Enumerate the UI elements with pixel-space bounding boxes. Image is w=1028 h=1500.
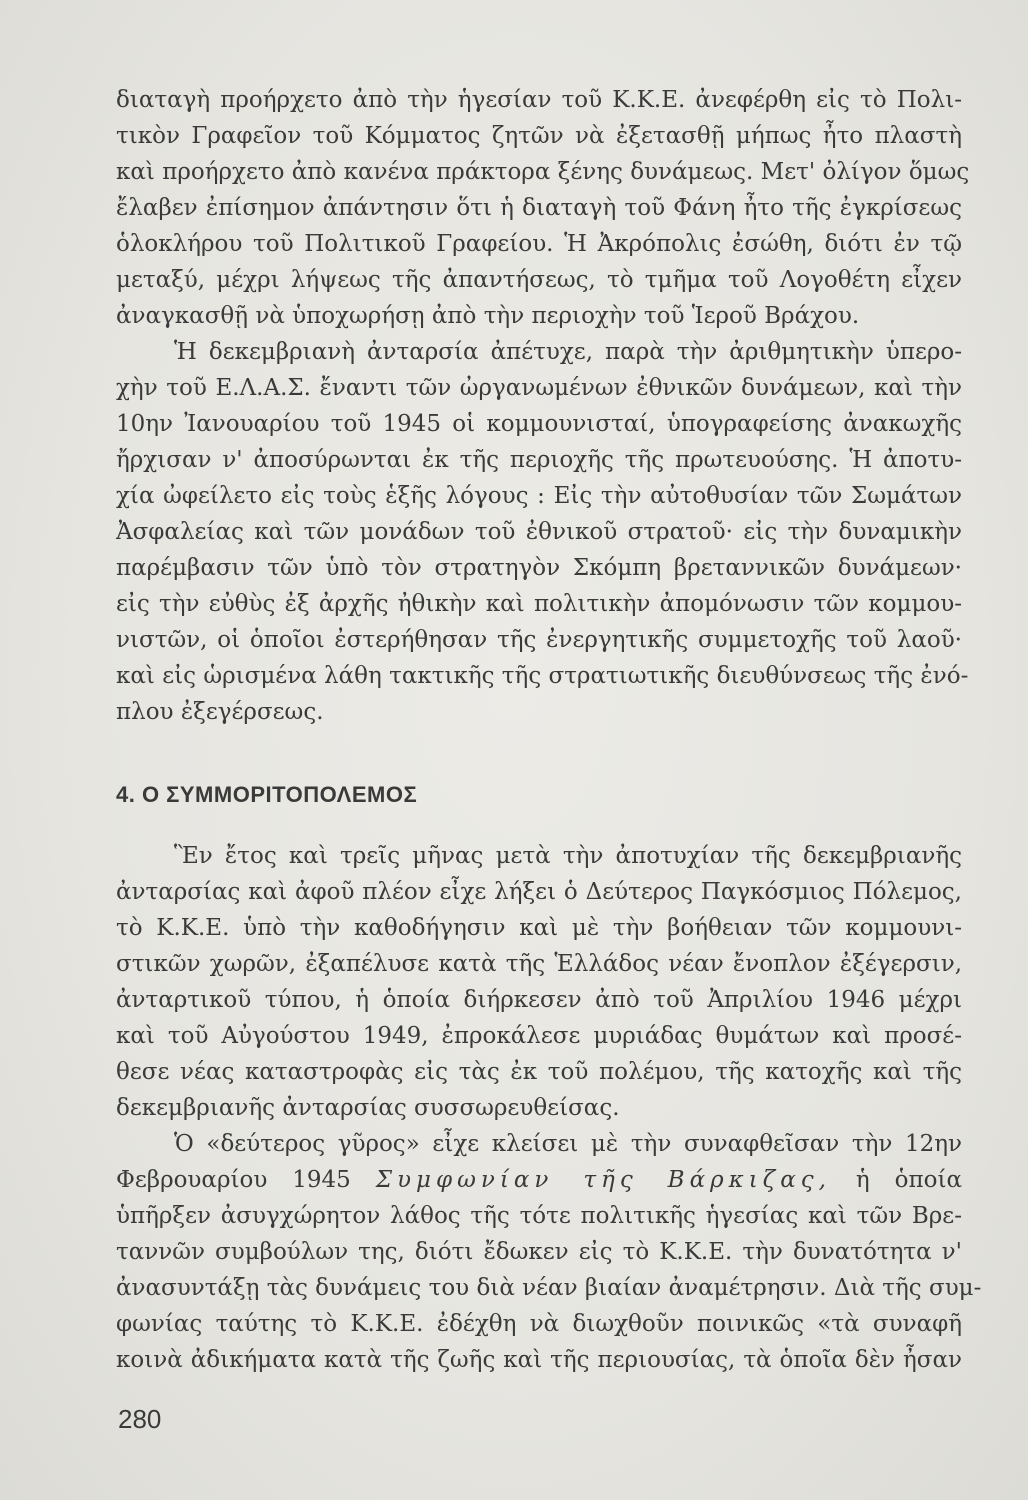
- text-line: μεταξύ, μέχρι λήψεως τῆς ἀπαντήσεως, τὸ τμῆμα τοῦ Λογοθέτη εἶχεν: [116, 267, 962, 293]
- text-line: ἀνταρσίας καὶ ἀφοῦ πλέον εἶχε λήξει ὁ Δεύτερος Παγκόσμιος Πόλεμος,: [116, 879, 962, 905]
- text-segment: ἡ ὁποία: [830, 1167, 962, 1193]
- text-line: ἀναγκασθῇ νὰ ὑποχωρήσῃ ἀπὸ τὴν περιοχὴν τοῦ Ἱεροῦ Βράχου.: [116, 303, 860, 329]
- text-line: Ἡ δεκεμβριανὴ ἀνταρσία ἀπέτυχε, παρὰ τὴν ἀριθμητικὴν ὑπερο-: [174, 339, 962, 365]
- text-line: κοινὰ ἀδικήματα κατὰ τῆς ζωῆς καὶ τῆς περιουσίας, τὰ ὁποῖα δὲν ἦσαν: [116, 1347, 962, 1373]
- text-line: ὁλοκλήρου τοῦ Πολιτικοῦ Γραφείου. Ἡ Ἀκρόπολις ἐσώθη, διότι ἐν τῷ: [116, 231, 962, 257]
- text-line: 10ην Ἰανουαρίου τοῦ 1945 οἱ κομμουνισταί, ὑπογραφείσης ἀνακωχῆς: [116, 411, 962, 437]
- text-line: παρέμβασιν τῶν ὑπὸ τὸν στρατηγὸν Σκόμπη βρεταννικῶν δυνάμεων·: [116, 555, 962, 581]
- text-line: Ἓν ἔτος καὶ τρεῖς μῆνας μετὰ τὴν ἀποτυχίαν τῆς δεκεμβριανῆς: [174, 843, 962, 869]
- text-line: θεσε νέας καταστροφὰς εἰς τὰς ἐκ τοῦ πολέμου, τῆς κατοχῆς καὶ τῆς: [116, 1059, 962, 1085]
- text-line: ἤρχισαν ν' ἀποσύρωνται ἐκ τῆς περιοχῆς τῆς πρωτευούσης. Ἡ ἀποτυ-: [116, 447, 962, 473]
- text-line-spaced: [116, 1162, 962, 1198]
- text-line: ὑπῆρξεν ἀσυγχώρητον λάθος τῆς τότε πολιτικῆς ἡγεσίας καὶ τῶν Βρε-: [116, 1203, 962, 1229]
- text-line: τὸ Κ.Κ.Ε. ὑπὸ τὴν καθοδήγησιν καὶ μὲ τὴν βοήθειαν τῶν κομμουνι-: [116, 915, 962, 941]
- text-line: καὶ προήρχετο ἀπὸ κανένα πράκτορα ξένης δυνάμεως. Μετ' ὀλίγον ὅμως: [116, 159, 970, 185]
- text-line: δεκεμβριανῆς ἀνταρσίας συσσωρευθείσας.: [116, 1095, 620, 1121]
- text-line: ταννῶν συμβούλων της, διότι ἔδωκεν εἰς τὸ Κ.Κ.Ε. τὴν δυνατότητα ν': [116, 1239, 962, 1265]
- text-line: Ὁ «δεύτερος γῦρος» εἶχε κλείσει μὲ τὴν συναφθεῖσαν τὴν 12ην: [174, 1131, 962, 1157]
- text-line: ἔλαβεν ἐπίσημον ἀπάντησιν ὅτι ἡ διαταγὴ τοῦ Φάνη ἦτο τῆς ἐγκρίσεως: [116, 195, 962, 221]
- text-line: χία ὠφείλετο εἰς τοὺς ἑξῆς λόγους : Εἰς τὴν αὐτοθυσίαν τῶν Σωμάτων: [116, 483, 962, 509]
- text-line: καὶ εἰς ὡρισμένα λάθη τακτικῆς τῆς στρατιωτικῆς διευθύνσεως τῆς ἐνό-: [116, 663, 969, 689]
- spaced-emphasis: Συμφωνίαν τῆς Βάρκιζας,: [375, 1167, 831, 1193]
- text-line: φωνίας ταύτης τὸ Κ.Κ.Ε. ἐδέχθη νὰ διωχθοῦν ποινικῶς «τὰ συναφῆ: [116, 1311, 962, 1337]
- text-line: εἰς τὴν εὐθὺς ἐξ ἀρχῆς ἠθικὴν καὶ πολιτικὴν ἀπομόνωσιν τῶν κομμου-: [116, 591, 962, 617]
- text-line: τικὸν Γραφεῖον τοῦ Κόμματος ζητῶν νὰ ἐξετασθῇ μήπως ἦτο πλαστὴ: [116, 123, 962, 149]
- text-line: καὶ τοῦ Αὐγούστου 1949, ἐπροκάλεσε μυριάδας θυμάτων καὶ προσέ-: [116, 1023, 962, 1049]
- text-line: χὴν τοῦ Ε.Λ.Α.Σ. ἔναντι τῶν ὠργανωμένων ἐθνικῶν δυνάμεων, καὶ τὴν: [116, 375, 962, 401]
- text-line: στικῶν χωρῶν, ἐξαπέλυσε κατὰ τῆς Ἑλλάδος νέαν ἔνοπλον ἐξέγερσιν,: [116, 951, 962, 977]
- text-segment: Φεβρουαρίου 1945: [116, 1167, 376, 1193]
- text-line: ἀνταρτικοῦ τύπου, ἡ ὁποία διήρκεσεν ἀπὸ τοῦ Ἀπριλίου 1946 μέχρι: [116, 987, 962, 1013]
- section-heading: 4. Ο ΣΥΜΜΟΡΙΤΟΠΟΛΕΜΟΣ: [116, 782, 418, 807]
- text-line: διαταγὴ προήρχετο ἀπὸ τὴν ἡγεσίαν τοῦ Κ.Κ.Ε. ἀνεφέρθη εἰς τὸ Πολι-: [116, 87, 962, 113]
- page-number: 280: [118, 1404, 162, 1434]
- text-line: ἀνασυντάξῃ τὰς δυνάμεις του διὰ νέαν βιαίαν ἀναμέτρησιν. Διὰ τῆς συμ-: [116, 1275, 982, 1301]
- text-line: νιστῶν, οἱ ὁποῖοι ἐστερήθησαν τῆς ἐνεργητικῆς συμμετοχῆς τοῦ λαοῦ·: [116, 627, 962, 653]
- text-line: Ἀσφαλείας καὶ τῶν μονάδων τοῦ ἐθνικοῦ στρατοῦ· εἰς τὴν δυναμικὴν: [116, 519, 962, 545]
- text-line: πλου ἐξεγέρσεως.: [116, 699, 324, 725]
